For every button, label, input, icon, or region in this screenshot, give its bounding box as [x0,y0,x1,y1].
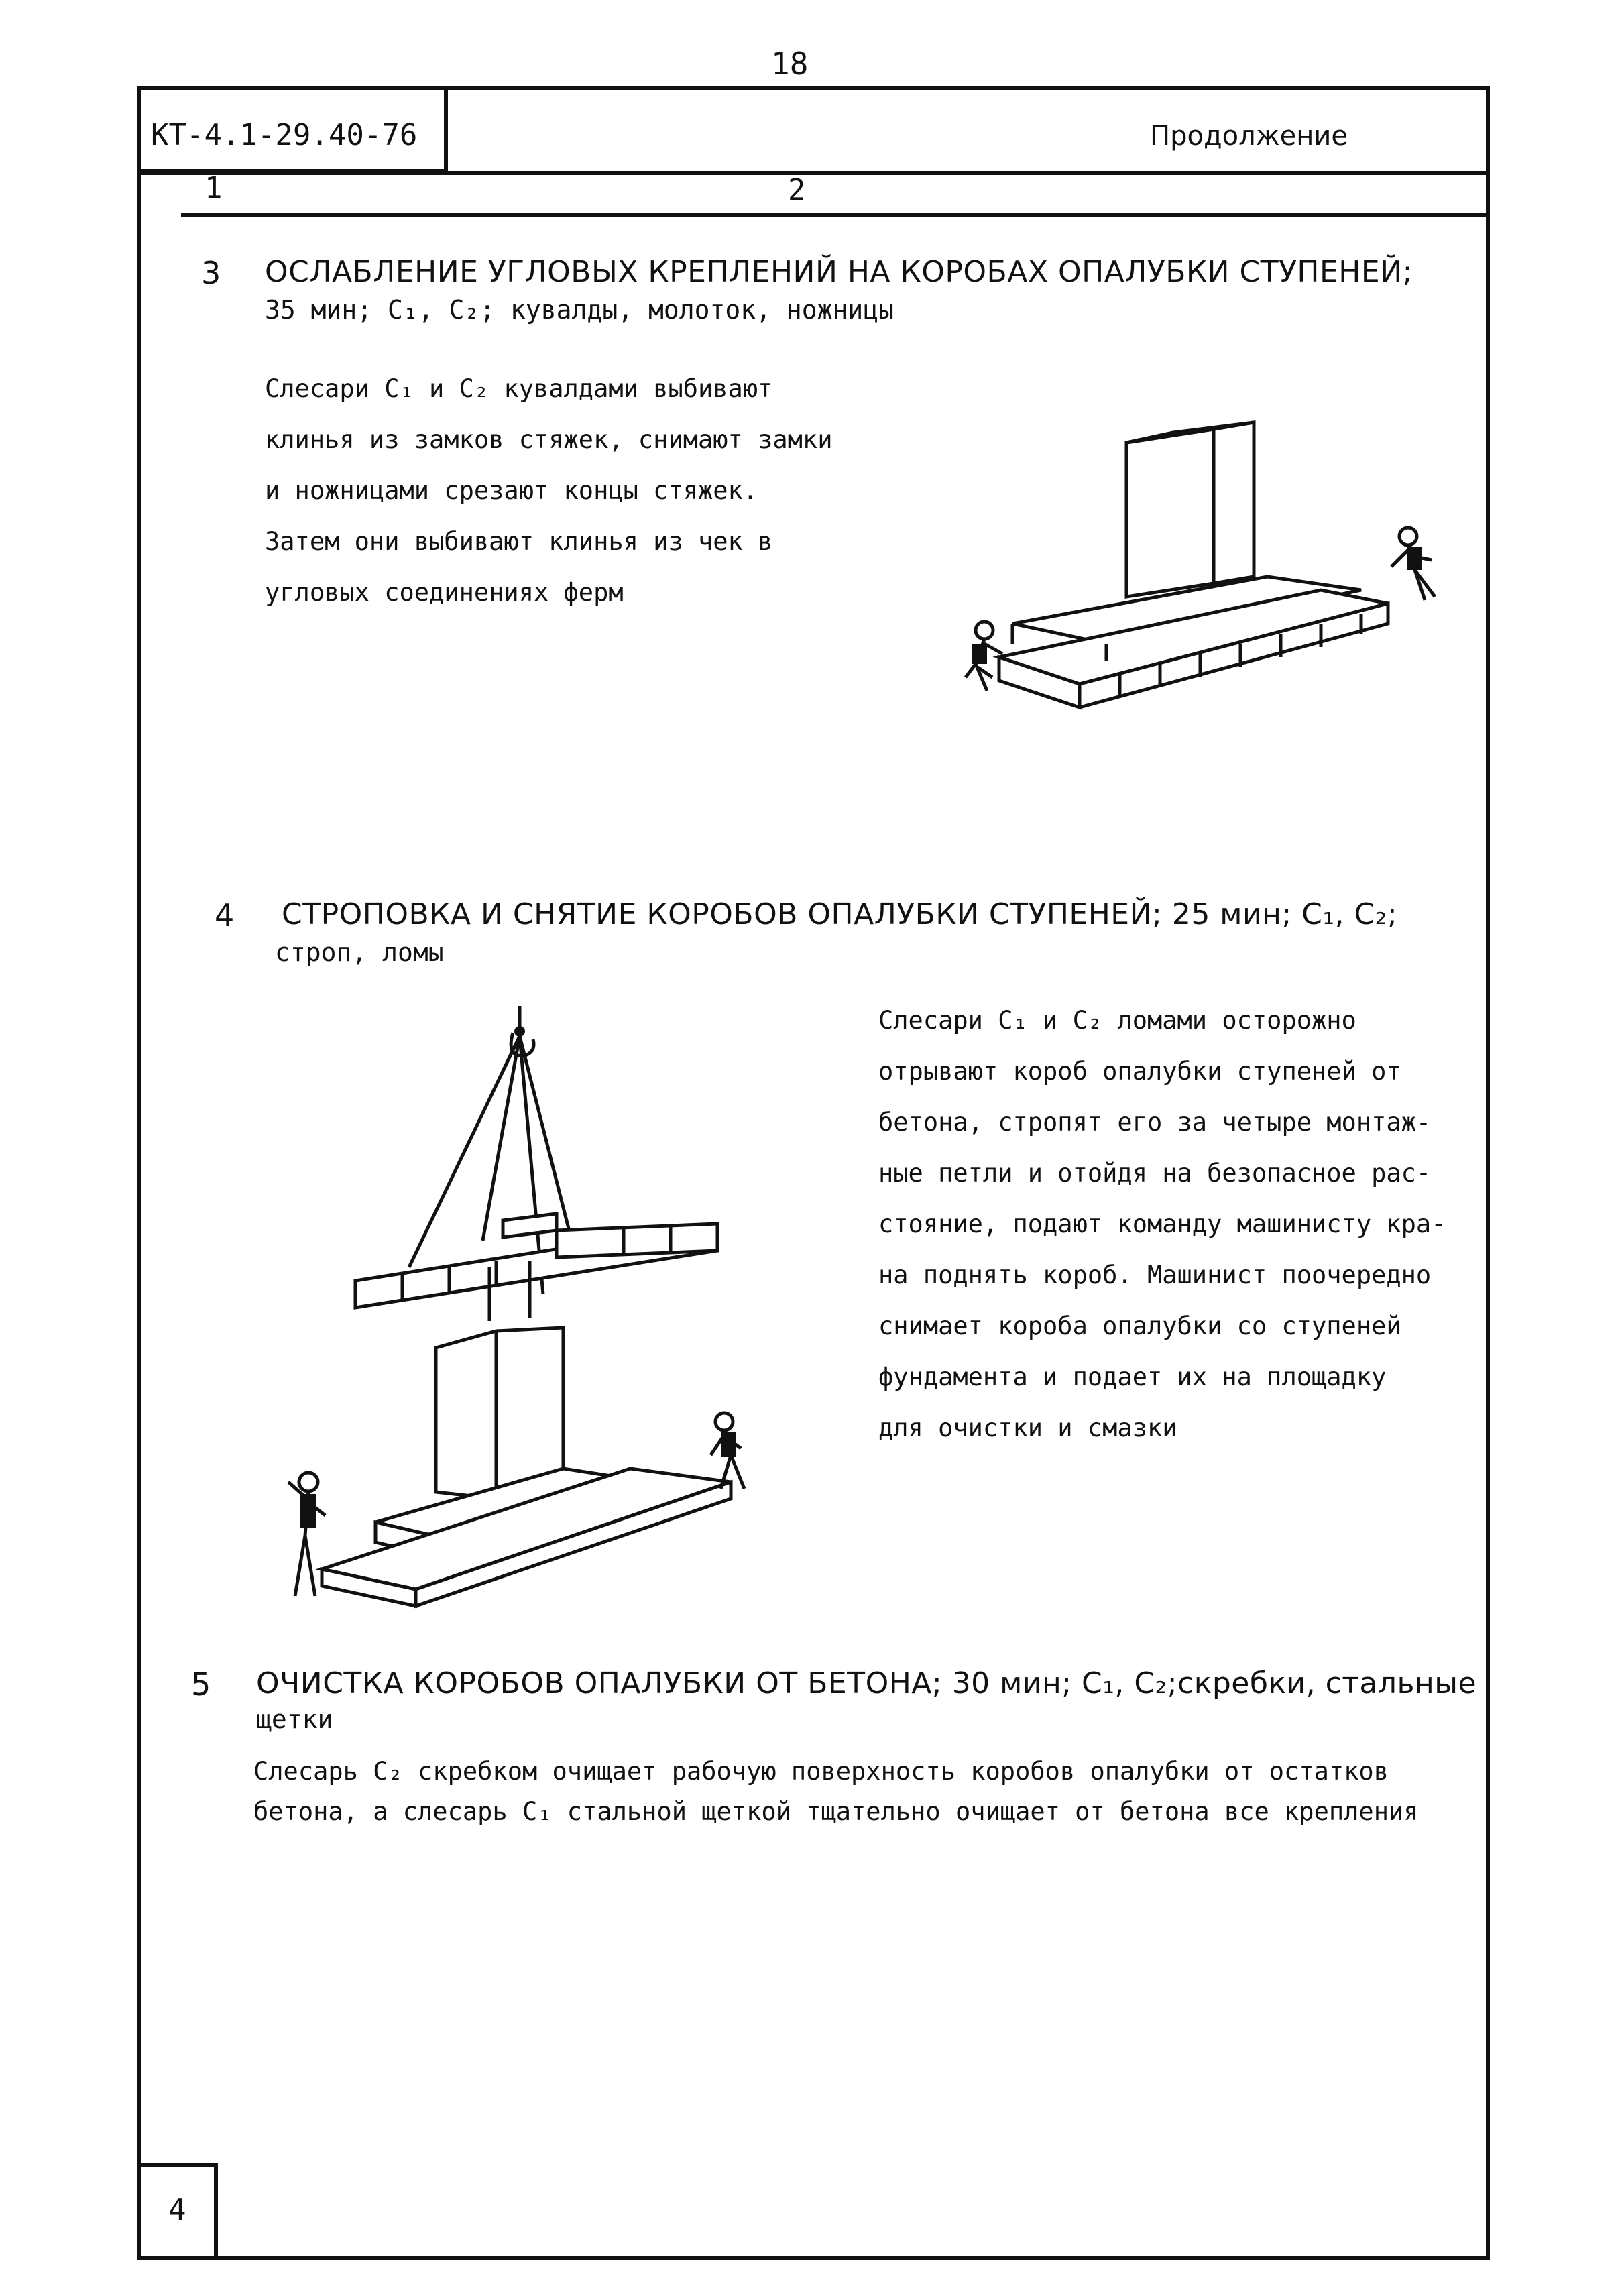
step-4-description [878,995,1446,1454]
text-line: Слесарь С₂ скребком очищает рабочую поверхность коробов опалубки от остатков [253,1757,1389,1786]
page-number: 18 [771,46,809,82]
continuation-label: Продолжение [1150,121,1348,152]
step-3-title: ОСЛАБЛЕНИЕ УГЛОВЫХ КРЕПЛЕНИЙ НА КОРОБАХ ОПАЛУБКИ СТУПЕНЕЙ; [265,255,1413,289]
text-line: фундамента и подает их на площадку [878,1363,1387,1391]
text-line: ные петли и отойдя на безопасное рас- [878,1159,1432,1188]
text-line: отрывают короб опалубки ступеней от [878,1057,1401,1086]
step-5-description [253,1752,1419,1832]
document-code: КТ-4.1-29.40-76 [137,86,448,173]
step-3-details: 35 мин; С₁, С₂; кувалды, молоток, ножницы [265,295,894,325]
text-line: клинья из замков стяжек, снимают замки [265,425,833,454]
text-line: бетона, а слесарь С₁ стальной щеткой тщательно очищает от бетона все крепления [253,1797,1419,1826]
text-line: на поднять короб. Машинист поочередно [878,1261,1432,1289]
step-5-details: щетки [256,1705,333,1734]
worker-figure-right [1391,528,1435,600]
column-1-header: 1 [205,171,223,205]
step-4-title: СТРОПОВКА И СНЯТИЕ КОРОБОВ ОПАЛУБКИ СТУПЕНЕЙ; 25 мин; С₁, С₂; [282,897,1398,931]
column-header-divider [181,213,1490,217]
text-line: снимает короба опалубки со ступеней [878,1312,1401,1340]
sheet-number: 4 [137,2163,218,2260]
formwork-lifting-illustration [248,999,798,1616]
text-line: для очистки и смазки [878,1414,1177,1442]
text-line: угловых соединениях ферм [265,578,624,607]
text-line: Слесари С₁ и С₂ кувалдами выбивают [265,374,773,403]
text-line: Слесари С₁ и С₂ ломами осторожно [878,1006,1356,1035]
step-5-number: 5 [191,1666,211,1703]
worker-figure-right [711,1413,744,1489]
step-4-details: строп, ломы [275,937,444,967]
step-3-number: 3 [201,255,221,291]
step-3-description [265,363,832,618]
text-line: стояние, подают команду машинисту кра- [878,1210,1446,1239]
column-2-header: 2 [788,173,806,207]
worker-figure-left [288,1473,325,1596]
step-5-title: ОЧИСТКА КОРОБОВ ОПАЛУБКИ ОТ БЕТОНА; 30 мин; С₁, С₂;скребки, стальные [256,1666,1477,1701]
step-4-number: 4 [215,897,235,933]
text-line: и ножницами срезают концы стяжек. [265,476,758,505]
text-line: Затем они выбивают клинья из чек в [265,527,773,556]
text-line: бетона, стропят его за четыре монтаж- [878,1108,1432,1137]
formwork-loosening-illustration [945,402,1468,724]
header-divider [137,171,1490,175]
